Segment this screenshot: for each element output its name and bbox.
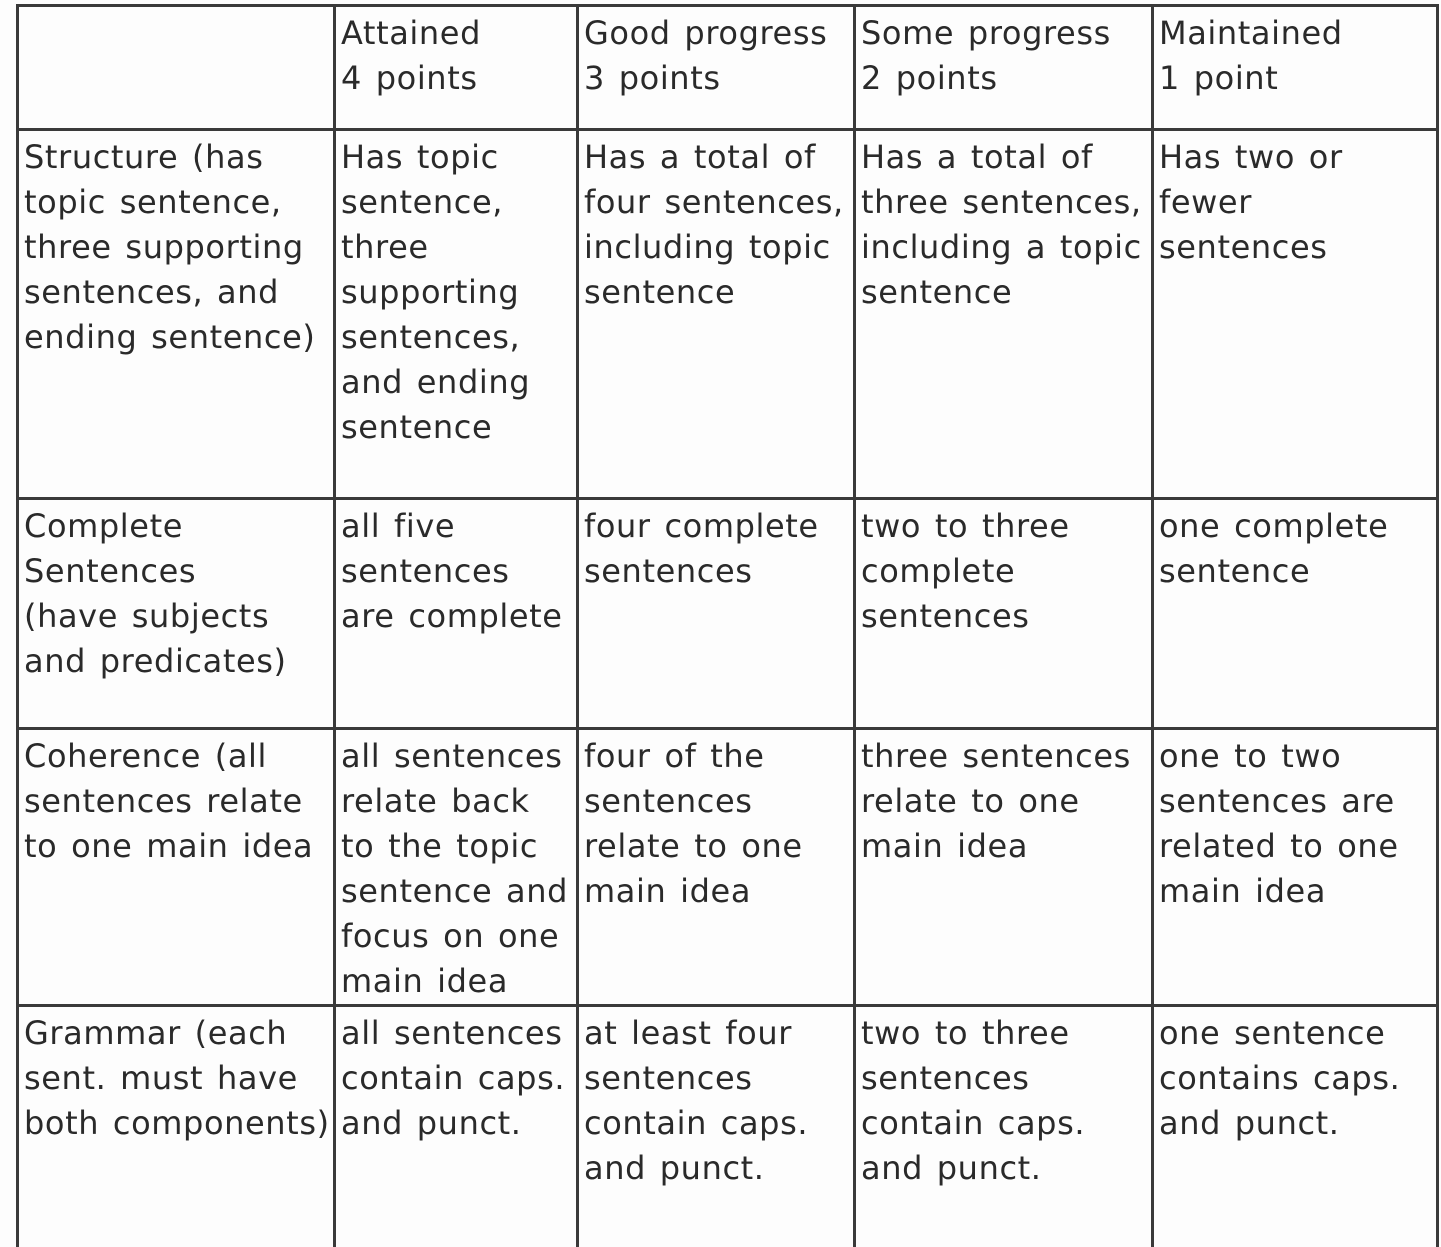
- criterion-text-line: and predicates): [24, 642, 287, 680]
- criterion-text-line: (have subjects: [24, 597, 270, 635]
- descriptor-text-line: one to two: [1159, 737, 1342, 775]
- descriptor-text-line: sentences: [1159, 228, 1328, 266]
- descriptor-text-line: sentence and: [341, 872, 569, 910]
- criterion-row-complete-sentences: [18, 499, 1438, 729]
- descriptor-text-line: relate to one: [584, 827, 803, 865]
- descriptor-cell: [578, 130, 855, 499]
- descriptor-text-line: fewer: [1159, 183, 1252, 221]
- descriptor-text-line: sentence: [584, 273, 736, 311]
- descriptor-text-line: main idea: [584, 872, 752, 910]
- criterion-row-structure: [18, 130, 1438, 499]
- descriptor-text-line: and punct.: [1159, 1104, 1340, 1142]
- descriptor-text-line: are complete: [341, 597, 563, 635]
- descriptor-text-line: relate to one: [861, 782, 1080, 820]
- descriptor-cell: [1153, 1006, 1438, 1247]
- descriptor-text-line: sentence: [341, 408, 493, 446]
- descriptor-cell: [578, 1006, 855, 1247]
- descriptor-text-line: Has two or: [1159, 138, 1343, 176]
- descriptor-cell: [855, 1006, 1153, 1247]
- criterion-text-line: Structure (has: [24, 138, 264, 176]
- descriptor-cell: [335, 499, 578, 729]
- criterion-cell: [18, 1006, 335, 1247]
- level-header-some-progress: [855, 6, 1153, 130]
- criterion-cell: [18, 729, 335, 1006]
- descriptor-text-line: four sentences,: [584, 183, 844, 221]
- descriptor-cell: [335, 729, 578, 1006]
- descriptor-cell: [855, 130, 1153, 499]
- descriptor-text-line: and punct.: [861, 1149, 1042, 1187]
- descriptor-cell: [1153, 729, 1438, 1006]
- descriptor-text-line: at least four: [584, 1014, 792, 1052]
- descriptor-text-line: including a topic: [861, 228, 1142, 266]
- descriptor-cell: [855, 499, 1153, 729]
- descriptor-cell: [578, 729, 855, 1006]
- descriptor-text-line: and ending: [341, 363, 531, 401]
- descriptor-text-line: sentence: [1159, 552, 1311, 590]
- descriptor-text-line: related to one: [1159, 827, 1399, 865]
- descriptor-cell: [1153, 499, 1438, 729]
- criterion-text-line: to one main idea: [24, 827, 314, 865]
- descriptor-text-line: Has a total of: [861, 138, 1093, 176]
- descriptor-text-line: main idea: [861, 827, 1029, 865]
- level-header-maintained: [1153, 6, 1438, 130]
- criterion-text-line: Coherence (all: [24, 737, 268, 775]
- descriptor-cell: [335, 130, 578, 499]
- descriptor-text-line: to the topic: [341, 827, 539, 865]
- descriptor-text-line: all sentences: [341, 737, 563, 775]
- criterion-cell: [18, 499, 335, 729]
- descriptor-text-line: and punct.: [341, 1104, 522, 1142]
- criterion-text-line: sentences relate: [24, 782, 303, 820]
- descriptor-text-line: including topic: [584, 228, 831, 266]
- descriptor-text-line: contain caps.: [341, 1059, 566, 1097]
- rubric-table: [16, 4, 1439, 1247]
- criterion-text-line: Grammar (each: [24, 1014, 288, 1052]
- corner-cell: [18, 6, 335, 130]
- descriptor-text-line: focus on one: [341, 917, 560, 955]
- descriptor-text-line: one complete: [1159, 507, 1389, 545]
- criterion-row-grammar: [18, 1006, 1438, 1247]
- descriptor-text-line: complete: [861, 552, 1016, 590]
- header-row: [18, 6, 1438, 130]
- descriptor-cell: [578, 499, 855, 729]
- criterion-text-line: three supporting: [24, 228, 304, 266]
- criterion-text-line: ending sentence): [24, 318, 316, 356]
- descriptor-text-line: sentences: [584, 552, 753, 590]
- descriptor-text-line: and punct.: [584, 1149, 765, 1187]
- descriptor-cell: [1153, 130, 1438, 499]
- descriptor-text-line: main idea: [1159, 872, 1327, 910]
- descriptor-text-line: sentences: [584, 782, 753, 820]
- level-name: Good progress: [584, 14, 828, 52]
- descriptor-text-line: two to three: [861, 507, 1070, 545]
- descriptor-text-line: sentence: [861, 273, 1013, 311]
- level-name: Maintained: [1159, 14, 1343, 52]
- descriptor-text-line: three: [341, 228, 429, 266]
- level-name: Some progress: [861, 14, 1111, 52]
- descriptor-text-line: three sentences,: [861, 183, 1142, 221]
- descriptor-cell: [335, 1006, 578, 1247]
- descriptor-text-line: sentences: [341, 552, 510, 590]
- descriptor-text-line: two to three: [861, 1014, 1070, 1052]
- descriptor-text-line: supporting: [341, 273, 520, 311]
- descriptor-text-line: sentences are: [1159, 782, 1395, 820]
- level-points: 1 point: [1159, 59, 1279, 97]
- level-points: 3 points: [584, 59, 721, 97]
- descriptor-text-line: sentence,: [341, 183, 504, 221]
- criterion-text-line: Sentences: [24, 552, 197, 590]
- descriptor-text-line: contains caps.: [1159, 1059, 1401, 1097]
- criterion-text-line: Complete: [24, 507, 184, 545]
- criterion-cell: [18, 130, 335, 499]
- criterion-text-line: topic sentence,: [24, 183, 282, 221]
- level-header-good-progress: [578, 6, 855, 130]
- descriptor-text-line: sentences,: [341, 318, 521, 356]
- descriptor-text-line: Has a total of: [584, 138, 816, 176]
- descriptor-text-line: Has topic: [341, 138, 499, 176]
- criterion-text-line: sentences, and: [24, 273, 280, 311]
- descriptor-text-line: sentences: [584, 1059, 753, 1097]
- descriptor-text-line: four of the: [584, 737, 765, 775]
- descriptor-text-line: four complete: [584, 507, 819, 545]
- descriptor-text-line: contain caps.: [861, 1104, 1086, 1142]
- criterion-text-line: sent. must have: [24, 1059, 298, 1097]
- level-name: Attained: [341, 14, 482, 52]
- level-points: 2 points: [861, 59, 998, 97]
- descriptor-text-line: contain caps.: [584, 1104, 809, 1142]
- descriptor-text-line: all five: [341, 507, 456, 545]
- descriptor-cell: [855, 729, 1153, 1006]
- descriptor-text-line: all sentences: [341, 1014, 563, 1052]
- level-header-attained: [335, 6, 578, 130]
- level-points: 4 points: [341, 59, 478, 97]
- descriptor-text-line: one sentence: [1159, 1014, 1386, 1052]
- descriptor-text-line: three sentences: [861, 737, 1131, 775]
- descriptor-text-line: sentences: [861, 597, 1030, 635]
- criterion-text-line: both components): [24, 1104, 330, 1142]
- criterion-row-coherence: [18, 729, 1438, 1006]
- descriptor-text-line: sentences: [861, 1059, 1030, 1097]
- descriptor-text-line: main idea: [341, 962, 509, 1000]
- descriptor-text-line: relate back: [341, 782, 530, 820]
